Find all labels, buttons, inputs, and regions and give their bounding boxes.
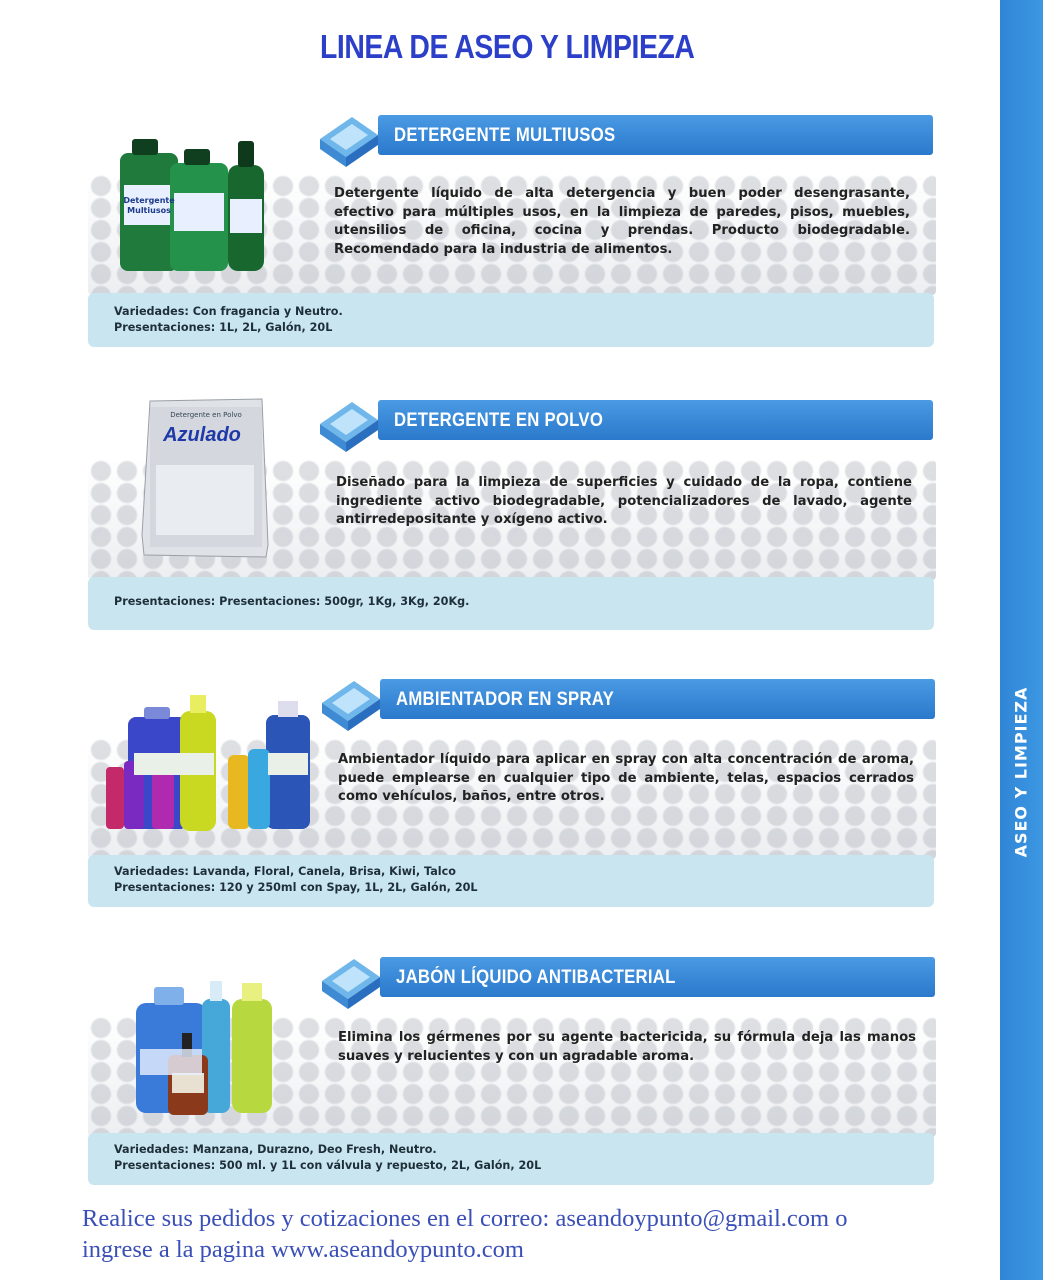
section-description: Ambientador líquido para aplicar en spray con alta concentración de aroma, puede emplearse en cualquier tipo de ambiente, telas, espacios cerrados como vehículos, baños, entre otros. (338, 752, 914, 804)
info-varieties: Variedades: Con fragancia y Neutro. (114, 305, 343, 318)
product-section-polvo (88, 400, 936, 635)
footer-contact (82, 1203, 997, 1265)
info-presentations: Presentaciones: 500 ml. y 1L con válvula y repuesto, 2L, Galón, 20L (114, 1159, 542, 1172)
footer-website-line[interactable]: ingrese a la pagina www.aseandoypunto.com (82, 1236, 524, 1263)
footer-email-line[interactable]: Realice sus pedidos y cotizaciones en el correo: aseandoypunto@gmail.com o (82, 1205, 848, 1232)
product-section-ambientador (88, 679, 936, 914)
info-band (88, 577, 934, 630)
section-title: DETERGENTE MULTIUSOS (394, 125, 616, 146)
section-header (378, 115, 933, 155)
section-description: Elimina los gérmenes por su agente bactericida, su fórmula deja las manos suaves y relucientes y con un agradable aroma. (338, 1030, 916, 1064)
section-header (380, 679, 935, 719)
info-varieties: Variedades: Manzana, Durazno, Deo Fresh, Neutro. (114, 1143, 437, 1156)
info-varieties: Variedades: Lavanda, Floral, Canela, Brisa, Kiwi, Talco (114, 865, 456, 878)
page-title: LINEA DE ASEO Y LIMPIEZA (320, 28, 695, 65)
info-presentations: Presentaciones: 120 y 250ml con Spay, 1L, 2L, Galón, 20L (114, 881, 478, 894)
chevron-arrow-icon (318, 677, 384, 735)
side-bar (1000, 0, 1043, 1280)
info-presentations: Presentaciones: Presentaciones: 500gr, 1Kg, 3Kg, 20Kg. (114, 595, 470, 608)
bottle-label: Detergente (123, 196, 175, 205)
bag-subtitle: Detergente en Polvo (170, 411, 242, 419)
section-description: Detergente líquido de alta detergencia y buen poder desengrasante, efectivo para múltiples usos, en la limpieza de paredes, pisos, muebles, utensilios de oficina, cocina y prendas. Producto biodegradable. Recomendado para la industria de alimentos. (334, 186, 910, 257)
bottle-label: Multiusos (127, 206, 171, 215)
info-band (88, 1133, 934, 1185)
spray-bottles-image (98, 687, 313, 837)
section-title: AMBIENTADOR EN SPRAY (396, 689, 615, 710)
section-title: JABÓN LÍQUIDO ANTIBACTERIAL (396, 967, 676, 988)
chevron-arrow-icon (316, 398, 382, 456)
info-band (88, 855, 934, 907)
product-section-jabon (88, 957, 936, 1187)
section-title: DETERGENTE EN POLVO (394, 410, 604, 431)
section-header (380, 957, 935, 997)
detergent-bottles-image (110, 123, 270, 273)
chevron-arrow-icon (316, 113, 382, 171)
product-section-multiusos (88, 115, 936, 350)
powder-bag-image (138, 395, 273, 560)
bag-brand: Azulado (163, 424, 241, 446)
info-presentations: Presentaciones: 1L, 2L, Galón, 20L (114, 321, 333, 334)
section-description: Diseñado para la limpieza de superficies y cuidado de la ropa, contiene ingrediente activo biodegradable, potencializadores de lavado, agente antirredepositante y oxígeno activo. (336, 475, 912, 527)
section-header (378, 400, 933, 440)
chevron-arrow-icon (318, 955, 384, 1013)
side-label: ASEO Y LIMPIEZA (1011, 686, 1031, 858)
soap-bottles-image (132, 963, 282, 1118)
info-band (88, 293, 934, 347)
